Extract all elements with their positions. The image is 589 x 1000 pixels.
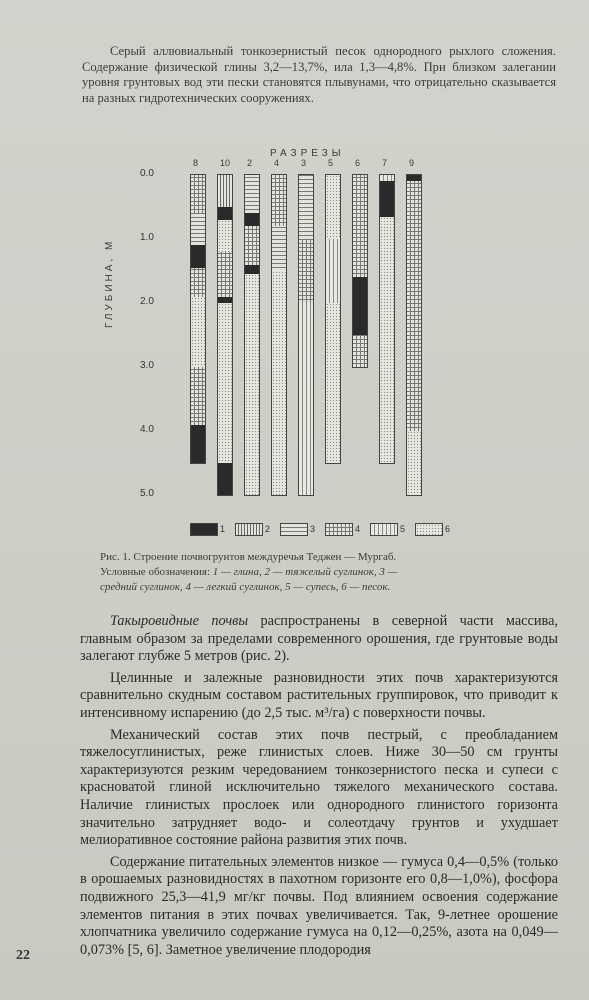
soil-layer [245, 226, 259, 264]
profile-column [379, 174, 395, 464]
profile-id-label: 7 [382, 158, 388, 168]
soil-layer [380, 217, 394, 463]
soil-layer [245, 274, 259, 495]
caption-legend-label: Условные обозначения: [100, 566, 211, 578]
soil-layer [299, 303, 313, 495]
soil-layer [299, 239, 313, 303]
caption-line-1: Рис. 1. Строение почвогрунтов междуречья Теджен — Мургаб. [100, 551, 397, 563]
profile-id-label: 2 [247, 158, 253, 168]
legend-swatch [325, 523, 353, 536]
legend-swatch [235, 523, 263, 536]
soil-layer [245, 265, 259, 275]
y-tick-label: 1.0 [140, 232, 154, 243]
paragraph-1-text: распространены в северной части массива, главным образом за пределами современного орошения, где грунтовые воды залегают глубже 5 метров (рис. 2). [80, 613, 558, 665]
soil-layer [353, 175, 367, 277]
profile-id-label: 4 [274, 158, 280, 168]
profile-id-label: 10 [220, 158, 231, 168]
profile-id-label: 6 [355, 158, 361, 168]
profile-id-label: 9 [409, 158, 415, 168]
legend [190, 520, 490, 534]
profile-column [325, 174, 341, 464]
soil-layer [353, 335, 367, 367]
legend-number: 4 [355, 524, 361, 535]
soil-layer [191, 175, 205, 213]
soil-layer [191, 245, 205, 267]
soil-layer [218, 220, 232, 252]
legend-swatch [190, 523, 218, 536]
soil-layer [218, 175, 232, 207]
legend-item [370, 520, 406, 535]
soil-layer [353, 277, 367, 335]
soil-layer [407, 431, 421, 495]
legend-number: 5 [400, 524, 406, 535]
profile-column [406, 174, 422, 496]
legend-item [190, 520, 226, 535]
soil-layer [245, 213, 259, 226]
y-tick-label: 5.0 [140, 488, 154, 499]
soil-layer [326, 175, 340, 239]
figure-title: РАЗРЕЗЫ [270, 148, 345, 159]
y-tick-label: 2.0 [140, 296, 154, 307]
caption-line-2 [100, 565, 560, 580]
legend-number: 1 [220, 524, 226, 535]
soil-layer [272, 175, 286, 226]
soil-layer [218, 463, 232, 495]
legend-item [325, 520, 361, 535]
soil-layer [326, 239, 340, 303]
profile-column [298, 174, 314, 496]
profile-column [271, 174, 287, 496]
soil-profile-figure [104, 148, 470, 538]
soil-layer [191, 297, 205, 367]
soil-layer [191, 268, 205, 297]
paragraph-1 [80, 613, 558, 666]
legend-number: 2 [265, 524, 271, 535]
y-tick-label: 0.0 [140, 168, 154, 179]
legend-item [280, 520, 316, 535]
soil-layer [191, 367, 205, 425]
legend-item [235, 520, 271, 535]
caption-legend-items: 1 — глина, 2 — тяжелый суглинок, 3 — [210, 566, 398, 578]
figure-caption [100, 550, 560, 595]
soil-layer [191, 425, 205, 463]
paragraph-3: Механический состав этих почв пестрый, с преобладанием тяжелосуглинистых, реже глинистых слоев. Ниже 30—50 см грунты характеризуются резким чередованием тонкозернистого песка и супеси с красноватой глиной исключительно тяжелого механического состава. Наличие глинистых прослоек или однородного глинистого горизонта значительно затрудняет водо- и солеотдачу грунтов и ухудшает мелиоративное состояние района развития этих почв. [80, 726, 558, 849]
soil-layer [272, 271, 286, 495]
legend-swatch [280, 523, 308, 536]
paragraph-4: Содержание питательных элементов низкое — гумуса 0,4—0,5% (только в орошаемых разновидностях в пахотном горизонте его 0,8—1,0%), фосфора подвижного 25,3—41,9 мг/кг почвы. Под влиянием освоения содержание элементов питания в этих почвах увеличивается. Так, 9-летнее орошение хлопчатника увеличило содержание гумуса на 0,12—0,25%, азота на 0,049—0,073% [5, 6]. Заметное увеличение плодородия [80, 853, 558, 958]
profile-id-label: 5 [328, 158, 334, 168]
profile-id-label: 8 [193, 158, 199, 168]
soil-layer [191, 213, 205, 245]
soil-layer [245, 175, 259, 213]
profile-column [352, 174, 368, 368]
y-tick-label: 4.0 [140, 424, 154, 435]
paragraph-1-term: Такыровидные почвы [110, 613, 249, 629]
profile-column [244, 174, 260, 496]
body-text [80, 613, 558, 963]
profile-column [217, 174, 233, 496]
y-axis-label: ГЛУБИНА, М [104, 238, 115, 328]
soil-layer [407, 181, 421, 431]
soil-layer [380, 181, 394, 216]
legend-number: 3 [310, 524, 316, 535]
soil-layer [218, 303, 232, 463]
soil-layer [218, 207, 232, 220]
profile-id-label: 3 [301, 158, 307, 168]
legend-number: 6 [445, 524, 451, 535]
profile-column [190, 174, 206, 464]
soil-layer [299, 175, 313, 239]
page-number: 22 [16, 948, 30, 963]
paragraph-2: Целинные и залежные разновидности этих почв характеризуются сравнительно скудным составом растительных группировок, что приводит к интенсивному испарению (до 2,5 тыс. м³/га) с поверхности почвы. [80, 669, 558, 721]
caption-line-3: средний суглинок, 4 — легкий суглинок, 5 — супесь, 6 — песок. [100, 581, 391, 593]
legend-item [415, 520, 451, 535]
y-tick-label: 3.0 [140, 360, 154, 371]
legend-swatch [415, 523, 443, 536]
legend-swatch [370, 523, 398, 536]
soil-layer [218, 252, 232, 297]
top-paragraph: Серый аллювиальный тонкозернистый песок однородного рыхлого сложения. Содержание физической глины 3,2—13,7%, ила 1,3—4,8%. При близком залегании уровня грунтовых вод эти пески становятся плывунами, что отрицательно сказывается на разных гидротехнических сооружениях. [82, 44, 556, 105]
soil-layer [326, 303, 340, 463]
soil-layer [272, 226, 286, 271]
